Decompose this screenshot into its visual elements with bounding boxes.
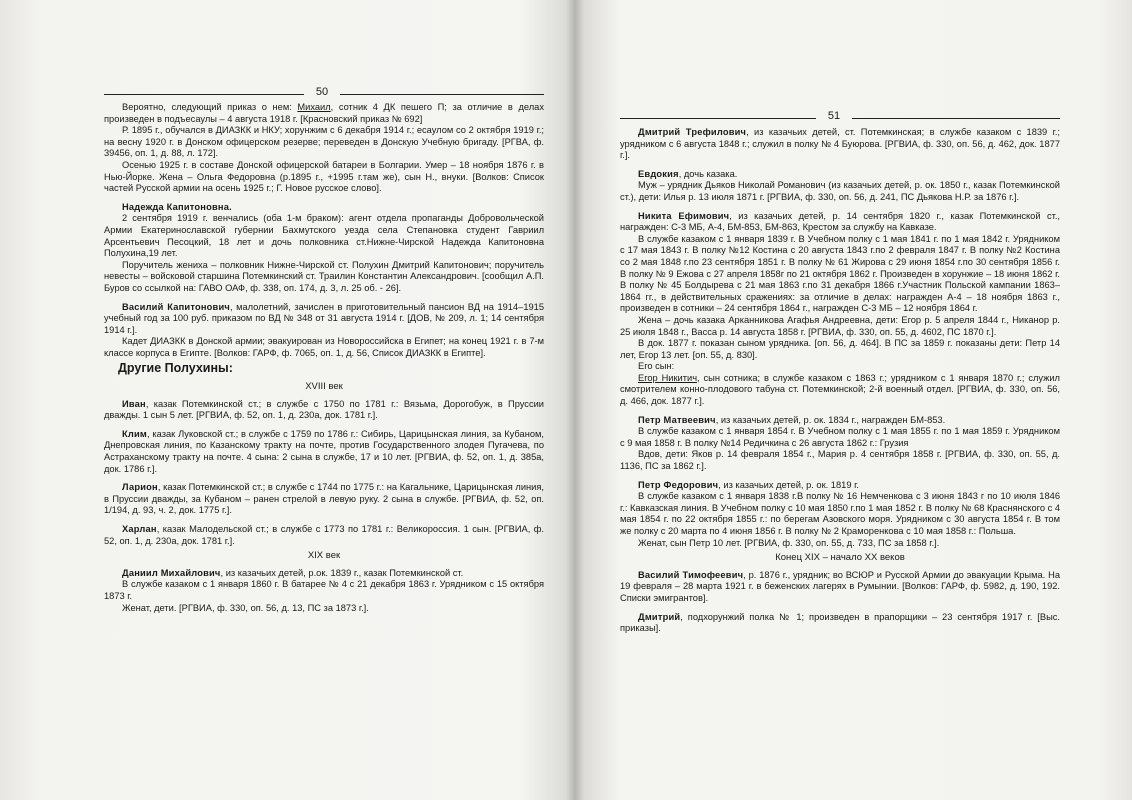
person-name: Надежда Капитоновна.: [122, 201, 232, 212]
right-page-header: [620, 110, 1060, 124]
person-name: Иван: [122, 398, 146, 409]
left-text-column: [104, 102, 544, 614]
text-paragraph: [620, 491, 1060, 537]
text-paragraph: [104, 568, 544, 580]
text-paragraph: [620, 169, 1060, 181]
paragraph-text: , казак Потемкинской ст.; в службе с 1750 по 1781 г.: Вязьма, Дорогобуж, в Пруссии дважды. 1 сын 5 лет. [РГВИА, ф. 52, оп. 1, д. 230а, док. 1781 г.].: [104, 398, 544, 421]
person-name: Ларион: [122, 482, 158, 493]
person-name: Даниил Михайлович: [122, 567, 221, 578]
text-paragraph: [620, 538, 1060, 550]
paragraph-text: Кадет ДИАЗКК в Донской армии; эвакуирован из Новороссийска в Египет; на конец 1921 г. в 7-м классе корпуса в Египте. [Волков: ГАРФ, ф. 7065, оп. 1, д. 56, Список ДИАЗКК в Египте].: [104, 336, 544, 358]
text-paragraph: [620, 570, 1060, 605]
paragraph-text: Жена – дочь казака Арканникова Агафья Андреевна, дети: Егор р. 5 апреля 1844 г., Никанор р. 25 июля 1848 г., Васса р. 14 августа 1858 г. [РГВИА, ф. 330, оп. 55, д. 4602, ПС 1870 г.].: [620, 314, 1060, 337]
person-name: Никита Ефимович: [638, 210, 730, 221]
text-paragraph: [104, 429, 544, 475]
header-line-left: [104, 94, 304, 95]
person-name: Евдокия: [638, 168, 679, 179]
century-heading: Конец XIX – начало XX веков: [775, 552, 905, 564]
text-paragraph: [620, 234, 1060, 315]
paragraph-gap: [620, 473, 1060, 480]
paragraph-text: Его сын:: [638, 361, 675, 372]
paragraph-text: , из казачьих детей, р. ок. 1819 г.: [718, 479, 859, 490]
paragraph-text: В службе казаком с 1 января 1838 г.В полку № 16 Немченкова с 3 июня 1843 г по 10 июля 1846 г.: Кавказская линия. В Учебном полку с 10 мая 1850 г.по 1 мая 1852 г. В полку № 68 Краснянского с 4 мая 1854 г. по 22 октября 1855 г.: по берегам Азовского моря. Урядником с 30 августа 1854 г. В том же полку с 20 марта по 4 июня 1856 г. В полку № 2 Крамоpенкова с 10 мая 1858 г.: Польша.: [620, 491, 1060, 536]
text-paragraph: [104, 524, 544, 547]
person-name: Василий Тимофеевич: [638, 569, 744, 580]
text-paragraph: [104, 482, 544, 517]
paragraph-text: В службе казаком с 1 января 1854 г. В Учебном полку с 1 мая 1855 г. по 1 мая 1859 г. Урядником с 9 мая 1858 г. В полку №14 Редичкина с 26 августа 1862 г.: Грузия: [620, 426, 1060, 448]
paragraph-text: Женат, сын Петр 10 лет. [РГВИА, ф. 330, оп. 55, д. 733, ПС за 1858 г.].: [638, 537, 940, 548]
paragraph-text: 2 сентября 1919 г. венчались (оба 1-м браком): агент отдела пропаганды Добровольческой Армии Екатеринославской губернии Бахмутского уезда села Степановка студент Гавриил Арсентьевич Песоцкий, 18 лет и дочь полковника ст.Нижне-Чирской Надежда Капитоновна Полухина,19 лет.: [104, 213, 544, 259]
person-name: Клим: [122, 428, 147, 439]
paragraph-text: , сын сотника; в службе казаком с 1863 г.; урядником с 1 января 1870 г.; служил смотрителем конно-плодового табуна ст. Потемкинской; 2-й военный отдел. [РГВИА, ф. 330, оп. 56, д. 466, док. 1877 г.].: [620, 372, 1060, 407]
paragraph-gap: [104, 422, 544, 429]
text-paragraph: [104, 125, 544, 160]
paragraph-text: , подхорунжий полка № 1; произведен в прапорщики – 23 сентября 1917 г. [Выс. приказы].: [620, 611, 1060, 634]
person-name: Петр Матвеевич: [638, 414, 716, 425]
book-gutter: [566, 0, 584, 800]
header-line-left: [620, 118, 816, 119]
text-paragraph: [620, 211, 1060, 234]
paragraph-text: В службе казаком с 1 января 1860 г. В батарее № 4 с 21 декабря 1863 г. Урядником с 15 октября 1873 г.: [104, 579, 544, 601]
paragraph-text: , из казачьих детей, р.ок. 1839 г., казак Потемкинской ст.: [220, 567, 464, 578]
right-text-column: [620, 127, 1060, 635]
paragraph-text: , дочь казака.: [678, 168, 738, 179]
person-name: Петр Федорович: [638, 479, 719, 490]
paragraph-text: , из казачьих детей, р. ок. 1834 г., награжден БМ-853.: [715, 414, 946, 425]
page-number: 50: [315, 86, 329, 98]
text-paragraph: [104, 399, 544, 422]
text-paragraph: [620, 361, 1060, 373]
text-paragraph: [104, 302, 544, 337]
person-name: Василий Капитонович: [122, 301, 230, 312]
century-heading: XVIII век: [305, 381, 343, 393]
paragraph-text: Вероятно, следующий приказ о нем:: [122, 102, 298, 112]
paragraph-text: Муж – урядник Дьяков Николай Романович (из казачьих детей, р. ок. 1850 г., казак Потемкинской ст.), дети: Илья р. 13 июля 1871 г. [РГВИА, ф. 330, оп. 56, д. 241, ПС Дьякова Н.Р. за 1876 г.].: [620, 180, 1060, 202]
text-paragraph: [104, 160, 544, 195]
person-name: Харлан: [122, 524, 157, 534]
text-paragraph: [620, 612, 1060, 635]
text-paragraph: [104, 102, 544, 125]
paragraph-gap: [620, 605, 1060, 612]
paragraph-text: В док. 1877 г. показан сыном урядника. [оп. 56, д. 464]. В ПС за 1859 г. показаны дети: Петр 14 лет, Егор 13 лет. [оп. 55, д. 830].: [620, 338, 1060, 360]
paragraph-gap: [620, 204, 1060, 211]
century-heading: XIX век: [307, 550, 341, 562]
paragraph-text: , р. 1876 г., урядник; во ВСЮР и Русской Армии до эвакуации Крыма. На 19 февраля – 28 марта 1921 г. в беженских лагерях в Румынии. [Волков: ГАРФ, ф. 5982, д. 190, 192. Списки эмигрантов].: [620, 569, 1060, 603]
section-heading: Другие Полухины:: [118, 361, 233, 376]
paragraph-text: В службе казаком с 1 января 1839 г. В Учебном полку с 1 мая 1841 г. по 1 мая 1842 г. Урядником с 17 мая 1843 г. В полку №12 Костина с 20 августа 1843 г.по 2 февраля 1847 г. В полку №2 Костина со 2 мая 1848 г.по 23 сентября 1851 г. В полку № 61 Жирова с 29 июня 1854 г.по 30 сентября 1856 г. В полку № 9 Ежова с 27 апреля 1858г по 21 октября 1862 г. Произведен в хорунжие – 18 июня 1862 г. В полку № 45 Болдырева с 21 мая 1863 г.по 31 декабря 1866 г.Участник Польской кампании 1863–1864 гг., в действительных сражениях: за отличие в делах: награжден А-4 – 18 ноября 1863 г., произведен в сотники – 24 сентября 1864 г., награжден С-3 МБ – 12 ноября 1864 г.: [620, 233, 1060, 314]
text-paragraph: [620, 180, 1060, 203]
text-paragraph: [104, 579, 544, 602]
left-page-header: [104, 86, 544, 100]
underlined-name: Егор Никитич: [638, 372, 698, 383]
paragraph-gap: [104, 475, 544, 482]
text-paragraph: [104, 202, 544, 214]
paragraph-gap: [104, 295, 544, 302]
paragraph-text: Осенью 1925 г. в составе Донской офицерской батареи в Болгарии. Умер – 18 ноября 1876 г. в Нью-Йорке. Жена – Ольга Федоровна (р.1895 г., +1995 г.там же), сын Н., внуки. [Волков: Список частей Русской армии на осень 1925 г.; Г. Новое русское слово].: [104, 159, 544, 194]
paragraph-text: Женат, дети. [РГВИА, ф. 330, оп. 56, д. 13, ПС за 1873 г.].: [122, 602, 369, 613]
paragraph-gap: [104, 517, 544, 524]
text-paragraph: [620, 315, 1060, 338]
paragraph-gap: [620, 408, 1060, 415]
text-paragraph: [620, 415, 1060, 427]
page-number: 51: [827, 110, 841, 122]
paragraph-text: , из казачьих детей, ст. Потемкинская; в службе казаком с 1839 г.; урядником с 6 августа 1848 г.; служил в полку № 4 Буюрова. [РГВИА, ф. 330, оп. 56, д. 462, док. 1877 г.].: [620, 127, 1060, 161]
text-paragraph: [620, 426, 1060, 449]
text-paragraph: [104, 603, 544, 615]
paragraph-text: Вдов, дети: Яков р. 14 февраля 1854 г., Мария р. 4 сентября 1858 г. [РГВИА, ф. 330, оп. 55, д. 1136, ПС за 1862 г.].: [620, 449, 1060, 472]
paragraph-text: , казак Луковской ст.; в службе с 1759 по 1786 г.: Сибирь, Царицынская линия, за Кубаном, Днепровская линия, по Казанскому тракту на почте, против Государственного злодея Пугачева, по Астраханскому тракту на почте. 4 сына: 2 сына в службе, 17 и 10 лет. [РГВИА, ф. 52, оп. 1, д. 385а, док. 1786 г.].: [104, 428, 544, 474]
paragraph-gap: [620, 162, 1060, 169]
text-paragraph: [104, 213, 544, 259]
paragraph-text: , малолетний, зачислен в приготовительный пансион ВД на 1914–1915 учебный год за 100 руб. приказом по ВД № 348 от 31 августа 1914 г. [ДОВ, № 209, л. 1; 14 сентября 1914 г.].: [104, 301, 545, 335]
paragraph-text: , из казачьих детей, р. 14 сентября 1820 г., казак Потемкинской ст., награжден: С-3 МБ, А-4, БМ-853, БМ-863, Крестом за службу на Кавказе.: [620, 210, 1060, 233]
person-name: Дмитрий: [638, 611, 681, 622]
person-name: Дмитрий Трефилович: [638, 127, 747, 137]
text-paragraph: [620, 373, 1060, 408]
paragraph-text: Р. 1895 г., обучался в ДИАЗКК и НКУ; хорунжим с 6 декабря 1914 г.; есаулом со 2 октября 1919 г.; на весну 1920 г. в Донском офицерском резерве; переведен в Донскую Учебную бригаду. [РГВА, ф. 39456, оп. 1, д. 88, л. 172].: [104, 125, 544, 159]
text-paragraph: [620, 480, 1060, 492]
paragraph-gap: [104, 195, 544, 202]
paragraph-text: Поручитель жениха – полковник Нижне-Чирской ст. Полухин Дмитрий Капитонович; поручитель невесты – войсковой старшина Потемкинский ст. Траилин Константин Александрович. [сообщил А.П. Буров со ссылкой на: ГАВО ОАФ, ф. 338, оп. 174, д. 3, л. 25 об. - 26].: [104, 259, 544, 293]
paragraph-text: , сотник 4 ДК пешего П; за отличие в делах произведен в подъесаулы – 4 августа 1918 г. [Красновский приказ № 692]: [104, 102, 544, 124]
paragraph-text: , казак Малодельской ст.; в службе с 1773 по 1781 г.: Великороссия. 1 сын. [РГВИА, ф. 52, оп. 1, д. 230а, док. 1781 г.].: [104, 524, 544, 546]
text-paragraph: [620, 338, 1060, 361]
underlined-name: Михаил: [297, 102, 331, 112]
header-line-right: [340, 94, 544, 95]
text-paragraph: [620, 127, 1060, 162]
text-paragraph: [104, 260, 544, 295]
text-paragraph: [104, 336, 544, 359]
right-page: [584, 0, 1132, 800]
text-paragraph: [620, 449, 1060, 472]
paragraph-text: , казак Потемкинской ст.; в службе с 1744 по 1775 г.: на Кагальнике, Царицынская линия, в Пруссии дважды, за Кубаном – ранен стрелой в левую руку. 2 сына в службе. [РГВИА, ф. 52, оп. 1/194, д. 93, ч. 2, док. 1775 г.].: [104, 482, 544, 516]
header-line-right: [852, 118, 1060, 119]
